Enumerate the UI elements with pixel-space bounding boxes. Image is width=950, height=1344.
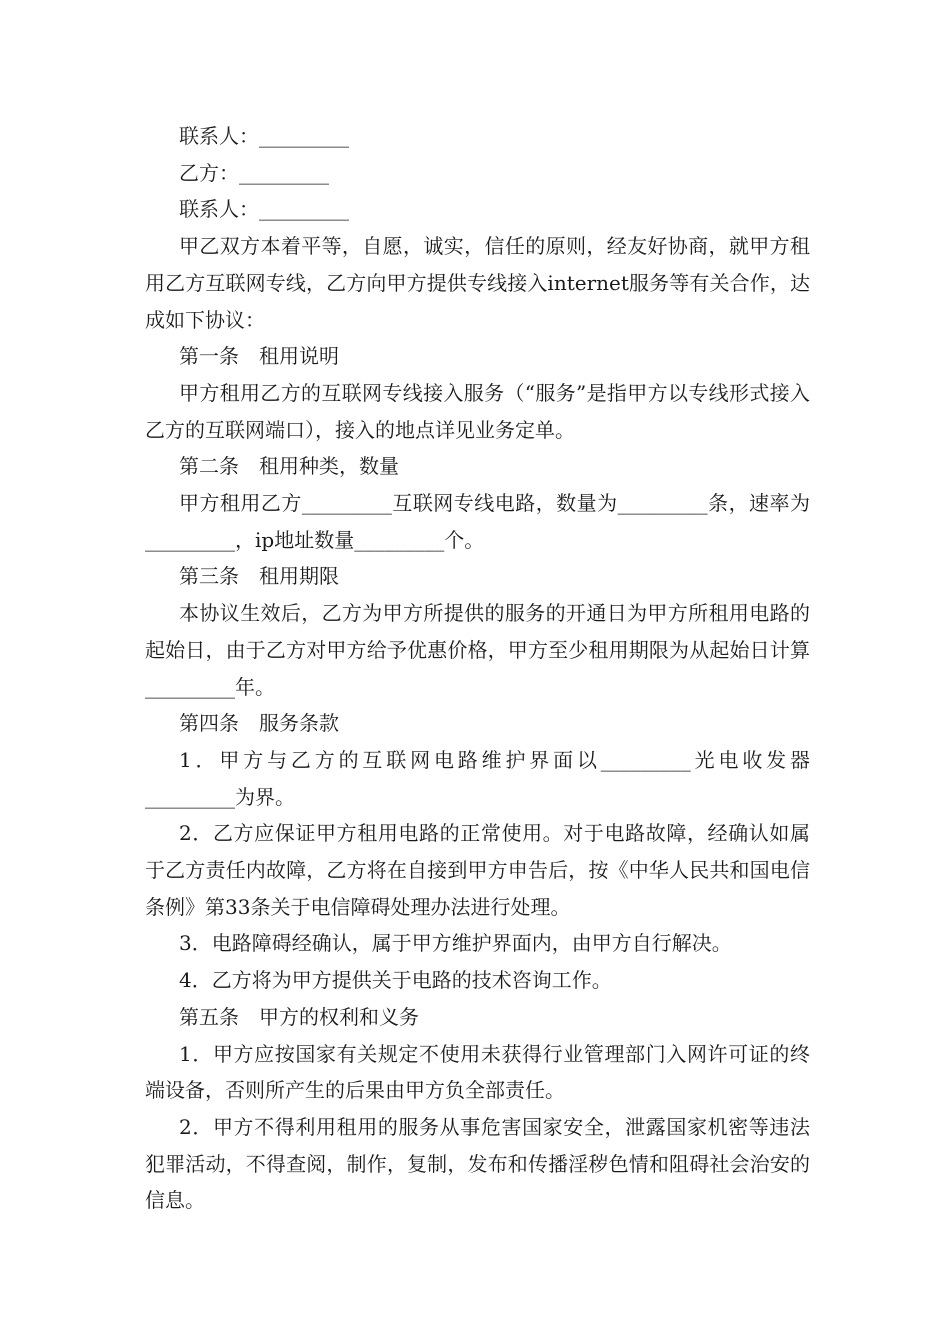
article-1-heading: 第一条 租用说明 [179, 344, 339, 369]
article-4-clause-2: 2．乙方应保证甲方租用电路的正常使用。对于电路故障，经确认如属于乙方责任内故障，乙方将在自接到甲方申告后，按《中华人民共和国电信条例》第33条关于电信障碍处理办法进行处理。 [145, 821, 810, 919]
preamble-paragraph: 甲乙双方本着平等，自愿，诚实，信任的原则，经友好协商，就甲方租用乙方互联网专线，乙方向甲方提供专线接入internet服务等有关合作，达成如下协议： [145, 234, 810, 332]
article-5-clause-2: 2．甲方不得利用租用的服务从事危害国家安全，泄露国家机密等违法犯罪活动，不得查阅，制作，复制，发布和传播淫秽色情和阻碍社会治安的信息。 [145, 1114, 810, 1213]
article-4-clause-3: 3．电路障碍经确认，属于甲方维护界面内，由甲方自行解决。 [179, 931, 732, 956]
article-3-text: 本协议生效后，乙方为甲方所提供的服务的开通日为甲方所租用电路的起始日，由于乙方对甲方给予优惠价格，甲方至少租用期限为从起始日计算_________年。 [145, 601, 810, 699]
document-body [145, 118, 810, 1219]
contact-person-a-line: 联系人：_________ [179, 124, 349, 148]
article-5-clause-1: 1．甲方应按国家有关规定不使用未获得行业管理部门入网许可证的终端设备，否则所产生的后果由甲方负全部责任。 [145, 1041, 810, 1103]
party-b-line: 乙方：_________ [179, 160, 329, 185]
article-5-heading: 第五条 甲方的权利和义务 [179, 1004, 419, 1029]
article-3-heading: 第三条 租用期限 [179, 564, 339, 589]
contact-person-b-line: 联系人：_________ [179, 197, 349, 222]
article-2-heading: 第二条 租用种类，数量 [179, 454, 399, 479]
article-4-clause-4: 4．乙方将为甲方提供关于电路的技术咨询工作。 [179, 968, 612, 993]
article-2-text: 甲方租用乙方_________互联网专线电路，数量为_________条，速率为_________，ip地址数量_________个。 [145, 491, 810, 552]
article-4-clause-1: 1．甲方与乙方的互联网电路维护界面以_________光电收发器_________为界。 [145, 747, 810, 809]
article-1-text: 甲方租用乙方的互联网专线接入服务（“服务”是指甲方以专线形式接入乙方的互联网端口），接入的地点详见业务定单。 [145, 380, 810, 442]
article-4-heading: 第四条 服务条款 [179, 711, 339, 736]
